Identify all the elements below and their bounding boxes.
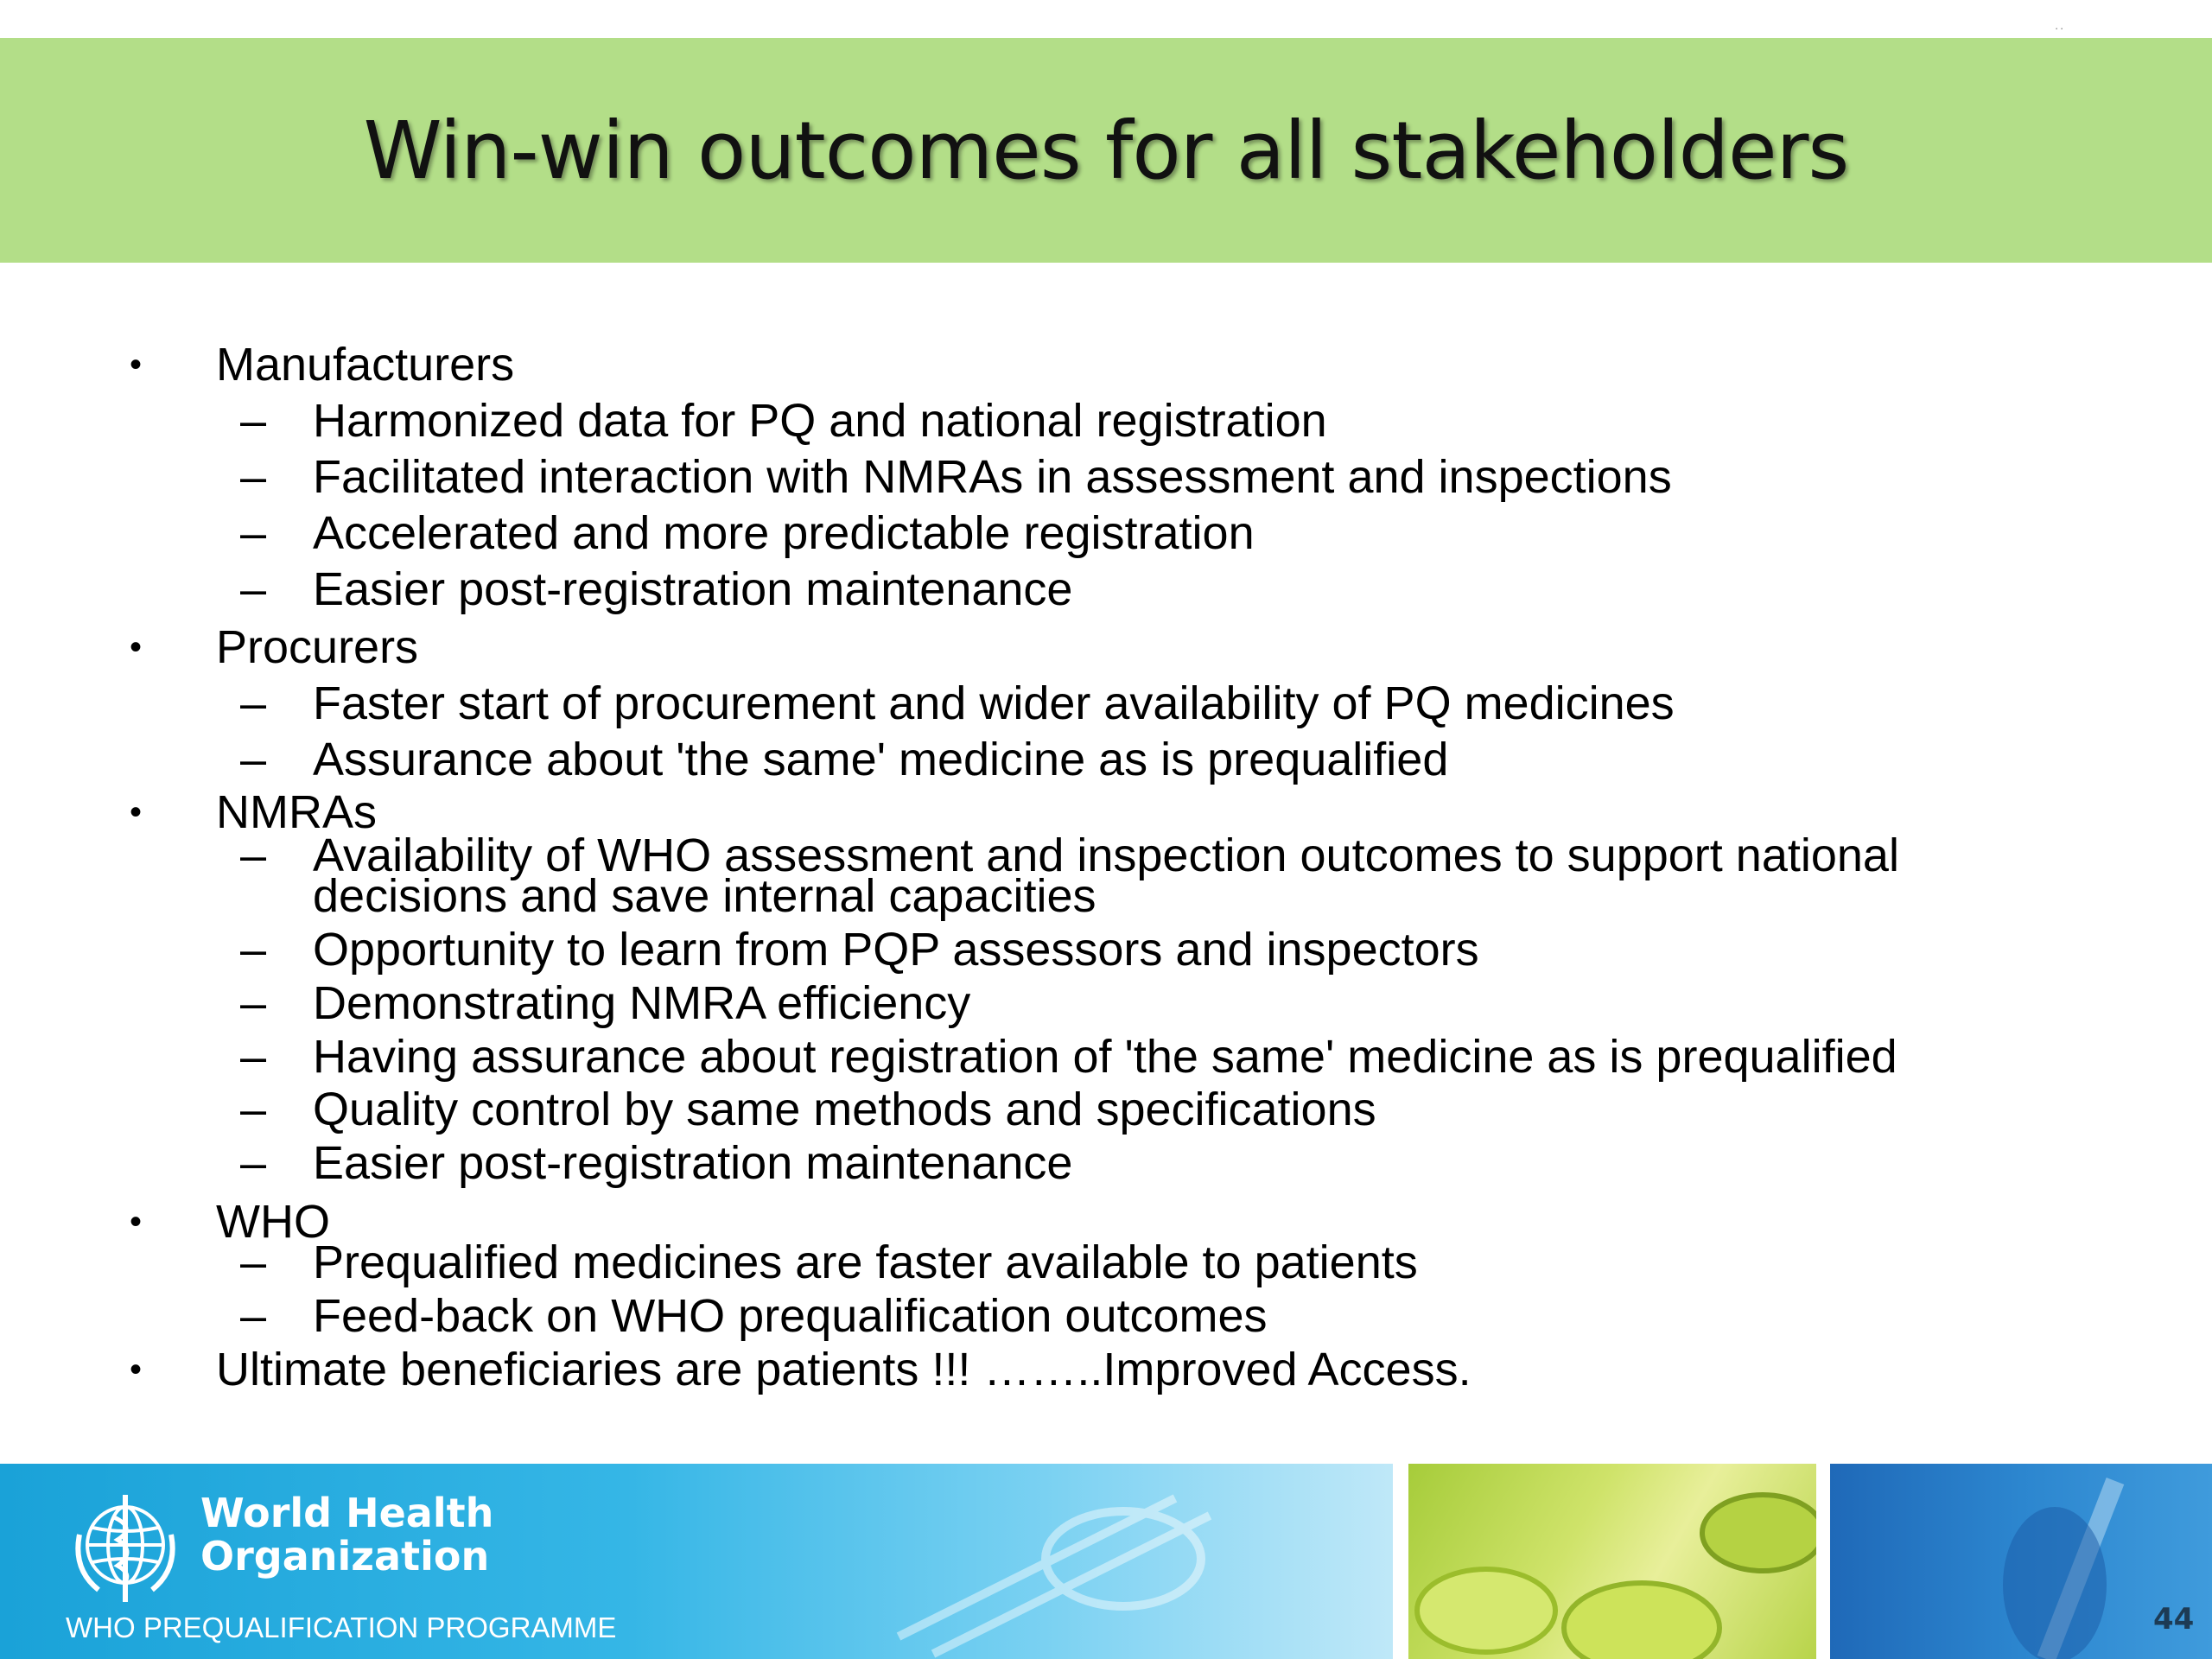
footer-vial-panel (1830, 1464, 2212, 1659)
dash-marker: – (240, 1236, 267, 1288)
list-item-text: Prequalified medicines are faster available to patients (313, 1236, 1418, 1288)
list-item-text: Feed-back on WHO prequalification outcomes (313, 1290, 1268, 1342)
dash-marker: – (240, 451, 267, 503)
list-item-text: Opportunity to learn from PQP assessors and inspectors (313, 924, 1479, 976)
dash-marker: – (240, 1031, 267, 1083)
dash-marker: – (240, 977, 267, 1029)
dash-marker: – (240, 734, 267, 785)
bullet-heading: WHO (216, 1196, 330, 1248)
list-item-text: Easier post-registration maintenance (313, 1137, 1073, 1189)
dash-marker: – (240, 507, 267, 559)
page-number: 44 (2153, 1602, 2195, 1637)
list-item-text: Having assurance about registration of 'the same' medicine as is prequalified (313, 1031, 1897, 1083)
org-name-line1: World Health (200, 1490, 494, 1536)
list-item-text: Accelerated and more predictable registration (313, 507, 1255, 559)
list-item-text: Facilitated interaction with NMRAs in assessment and inspections (313, 451, 1672, 503)
footer-blue-panel (0, 1464, 1393, 1659)
bullet-marker: • (130, 346, 143, 384)
corner-mark: ˙˙ (2055, 26, 2065, 43)
bullet-marker: • (130, 1351, 143, 1389)
list-item-text: Quality control by same methods and specifications (313, 1084, 1376, 1135)
pills-decoration-icon (1408, 1464, 1816, 1659)
dash-marker: – (240, 1084, 267, 1135)
list-item-text: decisions and save internal capacities (313, 870, 1096, 922)
list-item-text: Easier post-registration maintenance (313, 563, 1073, 615)
bullet-marker: • (130, 1203, 143, 1241)
programme-label: WHO PREQUALIFICATION PROGRAMME (66, 1611, 617, 1643)
footer-banner (0, 1464, 2212, 1659)
bullet-heading: NMRAs (216, 786, 377, 838)
who-emblem-icon (60, 1483, 190, 1612)
bullet-heading: Procurers (216, 621, 419, 673)
footer-pills-panel (1408, 1464, 1816, 1659)
bullet-heading: Manufacturers (216, 339, 515, 391)
bullet-marker: • (130, 628, 143, 666)
list-item-text: Harmonized data for PQ and national registration (313, 395, 1327, 447)
dash-marker: – (240, 395, 267, 447)
dash-marker: – (240, 924, 267, 976)
dash-marker: – (240, 563, 267, 615)
bullet-heading: Ultimate beneficiaries are patients !!! ……..Improved Access. (216, 1344, 1471, 1395)
dash-marker: – (240, 677, 267, 729)
list-item-text: Availability of WHO assessment and inspection outcomes to support national (313, 830, 1899, 881)
list-item-text: Assurance about 'the same' medicine as is prequalified (313, 734, 1449, 785)
dash-marker: – (240, 1290, 267, 1342)
bullet-marker: • (130, 793, 143, 831)
slide-title: Win-win outcomes for all stakeholders (363, 104, 1849, 197)
list-item-text: Faster start of procurement and wider availability of PQ medicines (313, 677, 1675, 729)
org-name-line2: Organization (200, 1533, 490, 1580)
syringe-decoration-icon (864, 1464, 1348, 1659)
dash-marker: – (240, 830, 267, 881)
list-item-text: Demonstrating NMRA efficiency (313, 977, 971, 1029)
dash-marker: – (240, 1137, 267, 1189)
